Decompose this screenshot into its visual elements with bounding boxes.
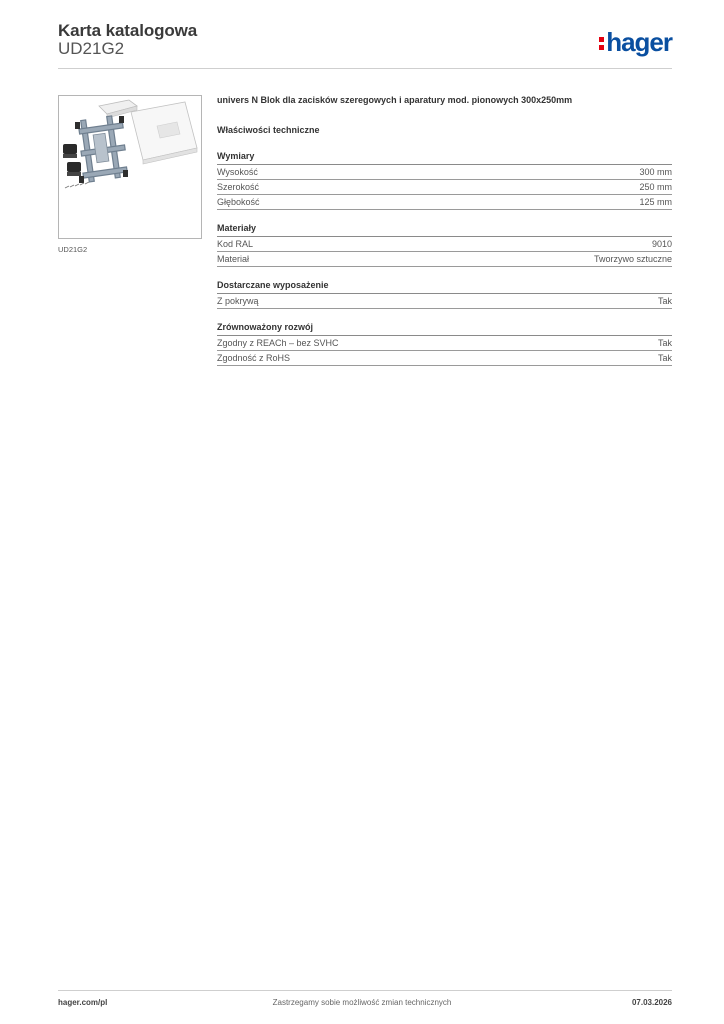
image-caption: UD21G2 xyxy=(58,245,88,254)
footer-website-link[interactable]: hager.com/pl xyxy=(58,998,108,1007)
spec-row xyxy=(217,180,672,195)
footer-notice: Zastrzegamy sobie możliwość zmian technicznych xyxy=(272,998,452,1007)
spec-row xyxy=(217,336,672,351)
product-image xyxy=(58,95,202,239)
spec-group-included-equipment xyxy=(217,280,672,309)
hager-logo xyxy=(599,29,672,55)
technical-properties-heading: Właściwości techniczne xyxy=(217,125,320,135)
spec-value: 125 mm xyxy=(639,197,672,207)
product-description: univers N Blok dla zacisków szeregowych i aparatury mod. pionowych 300x250mm xyxy=(217,95,573,105)
page-header xyxy=(58,20,672,68)
spec-group-title: Zrównoważony rozwój xyxy=(217,322,672,336)
spec-label: Wysokość xyxy=(217,167,258,177)
spec-value: 250 mm xyxy=(639,182,672,192)
spec-value: Tworzywo sztuczne xyxy=(593,254,672,264)
document-title: Karta katalogowa xyxy=(58,21,198,40)
spec-value: Tak xyxy=(657,296,672,306)
header-divider xyxy=(58,68,672,69)
spec-label: Z pokrywą xyxy=(217,296,259,306)
spec-row xyxy=(217,195,672,210)
spec-label: Szerokość xyxy=(217,182,260,192)
spec-group-title: Wymiary xyxy=(217,151,672,165)
product-details xyxy=(217,95,672,379)
spec-group-sustainability xyxy=(217,322,672,366)
logo-dots-icon xyxy=(599,29,604,51)
spec-group-title: Dostarczane wyposażenie xyxy=(217,280,672,294)
spec-row xyxy=(217,165,672,180)
spec-row xyxy=(217,252,672,267)
spec-group-title: Materiały xyxy=(217,223,672,237)
spec-label: Głębokość xyxy=(217,197,260,207)
product-code-heading: UD21G2 xyxy=(58,39,125,58)
spec-label: Zgodność z RoHS xyxy=(217,353,291,363)
spec-value: Tak xyxy=(657,353,672,363)
footer-divider xyxy=(58,990,672,991)
footer-date: 07.03.2026 xyxy=(631,998,672,1007)
spec-group-materials xyxy=(217,223,672,267)
spec-row xyxy=(217,237,672,252)
spec-label: Materiał xyxy=(217,254,250,264)
logo-text: hager xyxy=(606,27,672,57)
spec-label: Zgodny z REACh – bez SVHC xyxy=(217,338,339,348)
spec-row xyxy=(217,294,672,309)
spec-value: 9010 xyxy=(651,239,672,249)
spec-value: Tak xyxy=(657,338,672,348)
spec-label: Kod RAL xyxy=(217,239,254,249)
enclosure-kit-illustration-icon xyxy=(59,96,201,238)
spec-group-dimensions xyxy=(217,151,672,210)
spec-value: 300 mm xyxy=(639,167,672,177)
spec-row xyxy=(217,351,672,366)
